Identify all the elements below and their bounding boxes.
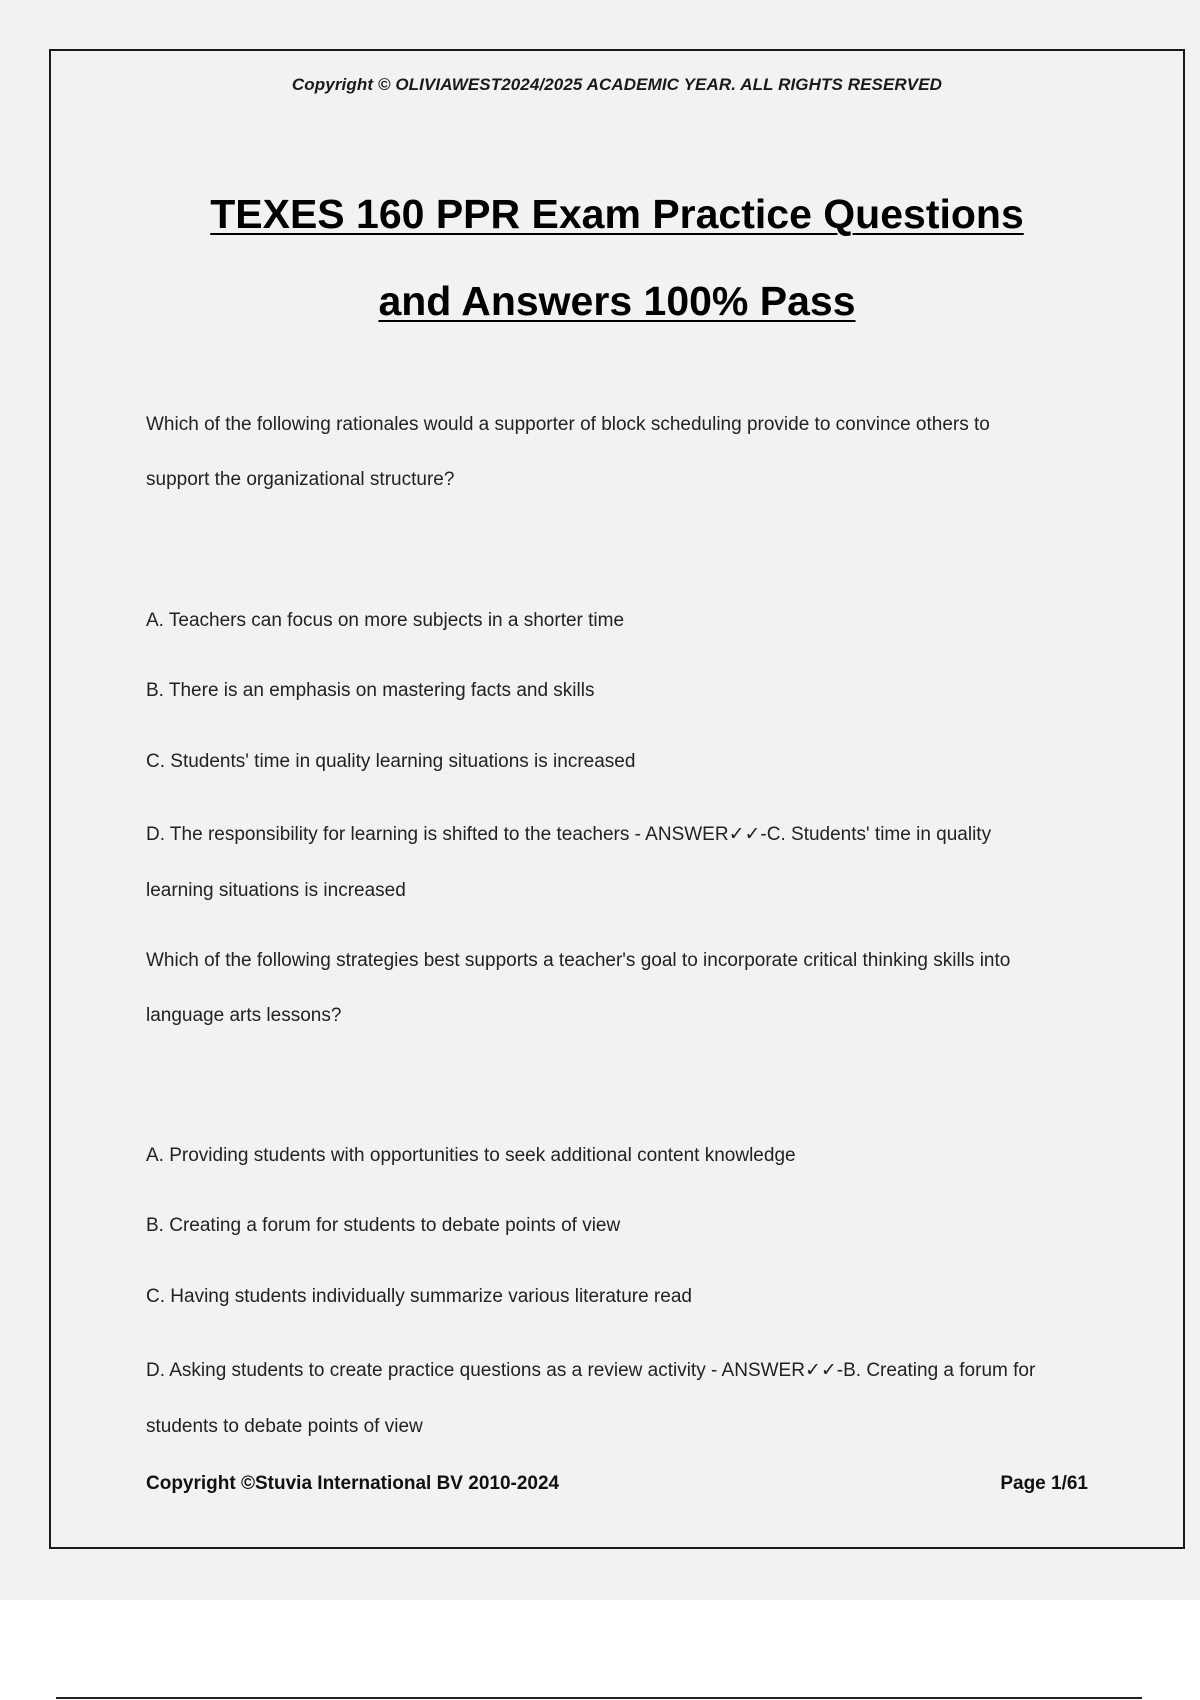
document-title — [51, 171, 1183, 345]
page-footer — [146, 1473, 1088, 1495]
question-2-option-a: A. Providing students with opportunities to seek additional content knowledge — [146, 1145, 796, 1166]
next-page-top-rule — [56, 1697, 1142, 1699]
question-1-option-d-line-1: D. The responsibility for learning is shifted to the teachers - ANSWER✓✓-C. Students' time in quality — [146, 824, 992, 845]
title-line-1: TEXES 160 PPR Exam Practice Questions — [210, 191, 1024, 237]
question-1-option-c: C. Students' time in quality learning situations is increased — [146, 751, 636, 772]
header-copyright: Copyright © OLIVIAWEST2024/2025 ACADEMIC YEAR. ALL RIGHTS RESERVED — [291, 75, 943, 94]
question-2-option-b: B. Creating a forum for students to debate points of view — [146, 1215, 621, 1236]
document-page — [49, 49, 1185, 1549]
question-1-prompt-line-2: support the organizational structure? — [146, 469, 455, 490]
question-2-prompt-line-2: language arts lessons? — [146, 1005, 342, 1026]
question-2-prompt-line-1: Which of the following strategies best supports a teacher's goal to incorporate critical thinking skills into — [146, 950, 1011, 971]
footer-copyright: Copyright ©Stuvia International BV 2010-2024 — [146, 1473, 560, 1494]
title-line-2: and Answers 100% Pass — [378, 278, 856, 324]
question-1-option-d-line-2: learning situations is increased — [146, 880, 406, 901]
question-1-option-b: B. There is an emphasis on mastering facts and skills — [146, 680, 595, 701]
question-2-option-d-line-1: D. Asking students to create practice questions as a review activity - ANSWER✓✓-B. Creating a forum for — [146, 1360, 1036, 1381]
question-2-option-d-line-2: students to debate points of view — [146, 1416, 423, 1437]
page-number: Page 1/61 — [1000, 1473, 1088, 1494]
question-1-prompt-line-1: Which of the following rationales would a supporter of block scheduling provide to convince others to — [146, 414, 990, 435]
question-1-option-a: A. Teachers can focus on more subjects in a shorter time — [146, 610, 625, 631]
question-2-option-c: C. Having students individually summarize various literature read — [146, 1286, 692, 1307]
